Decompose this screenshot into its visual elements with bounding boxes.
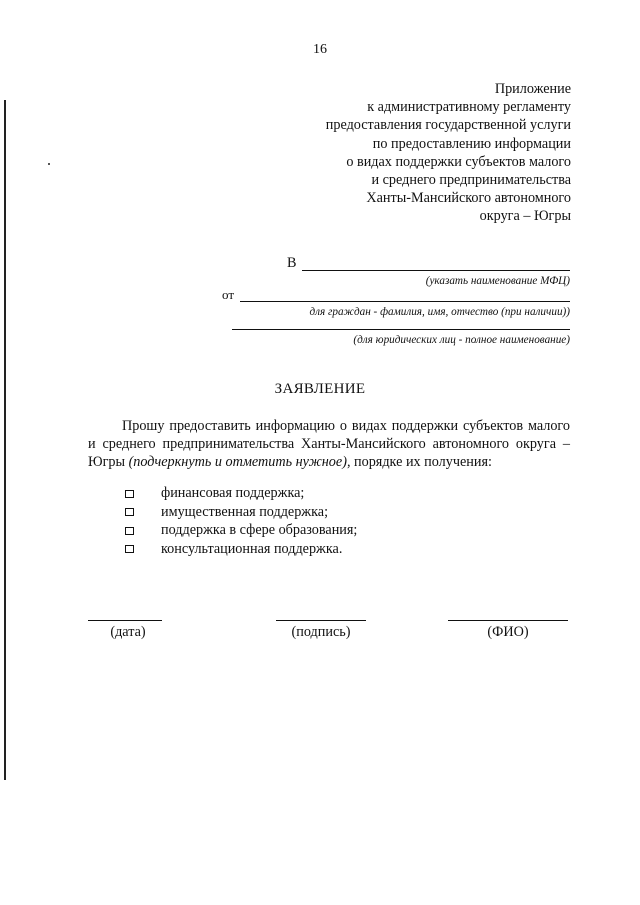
checkbox-icon[interactable]	[125, 490, 134, 498]
appendix-line: Приложение	[494, 81, 571, 97]
appendix-line: о видах поддержки субъектов малого	[346, 153, 571, 170]
date-field[interactable]	[88, 620, 162, 621]
date-label: (дата)	[110, 624, 146, 640]
to-prefix: В	[287, 255, 297, 271]
document-title: ЗАЯВЛЕНИЕ	[274, 381, 366, 397]
request-text: Прошу предоставить информацию о видах поддержки субъектов малого и среднего предпринимательства Ханты-Мансийского автономного округа – Югры	[88, 418, 570, 470]
option-education[interactable]	[125, 521, 357, 540]
signature-label: (подпись)	[291, 624, 351, 640]
appendix-line: и среднего предпринимательства	[371, 172, 571, 189]
appendix-line: к административному регламенту	[367, 99, 571, 116]
option-label: финансовая поддержка;	[161, 485, 305, 501]
option-label: имущественная поддержка;	[161, 503, 329, 520]
appendix-line: округа – Югры	[479, 208, 571, 225]
mfc-name-field[interactable]	[302, 270, 570, 271]
appendix-header	[251, 80, 571, 226]
option-label: консультационная поддержка.	[161, 540, 343, 557]
mfc-hint: (указать наименование МФЦ)	[425, 275, 570, 287]
checkbox-icon[interactable]	[125, 527, 134, 535]
checkbox-icon[interactable]	[125, 508, 134, 516]
option-label: поддержка в сфере образования;	[161, 522, 358, 538]
option-property[interactable]	[125, 503, 357, 522]
request-paragraph	[88, 417, 570, 471]
full-name-label: (ФИО)	[487, 624, 529, 640]
applicant-name-field[interactable]	[240, 301, 570, 302]
signature-field[interactable]	[276, 620, 366, 621]
from-prefix: от	[222, 287, 235, 302]
appendix-line: Ханты-Мансийского автономного	[366, 190, 571, 207]
appendix-line: по предоставлению информации	[372, 135, 571, 152]
scan-speck	[48, 163, 50, 165]
legal-entity-field[interactable]	[232, 329, 570, 330]
citizen-hint: для граждан - фамилия, имя, отчество (при наличии))	[309, 306, 570, 318]
checkbox-icon[interactable]	[125, 545, 134, 553]
request-text-end: , порядке их получения:	[346, 454, 492, 470]
scan-edge-mark	[4, 100, 6, 780]
full-name-field[interactable]	[448, 620, 568, 621]
request-emphasis: (подчеркнуть и отметить нужное)	[128, 454, 347, 470]
legal-entity-hint: (для юридических лиц - полное наименование)	[353, 334, 570, 346]
support-options-list	[125, 484, 357, 558]
option-consulting[interactable]	[125, 540, 357, 559]
appendix-line: предоставления государственной услуги	[325, 117, 571, 134]
page-number: 16	[313, 42, 327, 57]
option-financial[interactable]	[125, 484, 357, 503]
